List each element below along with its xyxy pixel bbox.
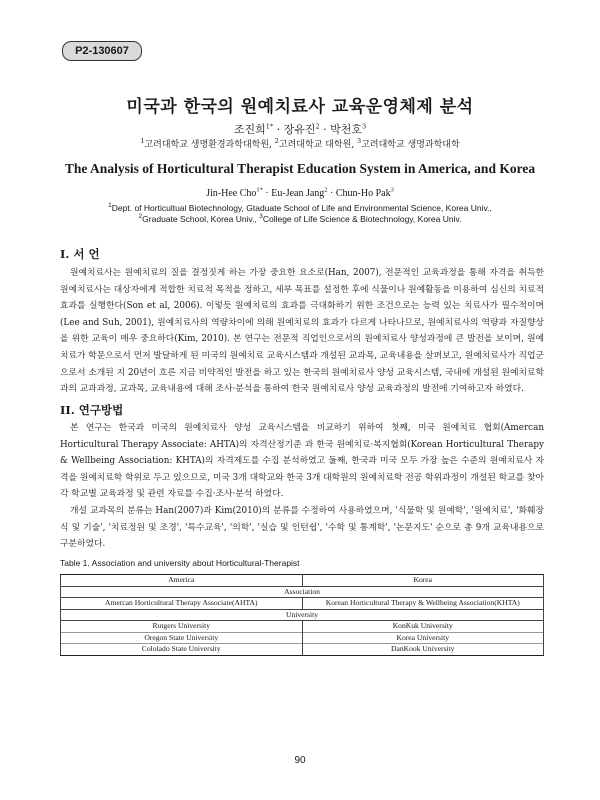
english-title: The Analysis of Horticultural Therapist Education System in America, and Korea xyxy=(64,161,536,176)
column-header-korea: Korea xyxy=(302,575,544,587)
author-sup: 2 xyxy=(324,186,328,194)
affil-text: Graduate School, Korea Univ., xyxy=(142,214,260,224)
table-cell: KonKuk University xyxy=(302,621,544,633)
affil-sup: 2 xyxy=(274,137,279,145)
affil-sup: 3 xyxy=(357,137,362,145)
affil-sup: 3 xyxy=(259,213,263,221)
table-caption: Table 1. Association and university about Horticultural-Therapist xyxy=(60,558,300,568)
affil-text: 고려대학교 대학원, xyxy=(278,140,358,150)
author-separator: · xyxy=(273,123,284,136)
section-1-heading: I. 서 언 xyxy=(60,247,100,261)
section-1-paragraph: 원예치료사는 원예치료의 질을 결정짓게 하는 가장 중요한 요소로(Han, 2007), 전문적인 교육과정을 통해 자격을 취득한 원예치료사는 대상자에게 적합한 치료적 목적을 정하고, 세부 목표를 설정한 후에 식물이나 원예활동을 이용하여 심신의 치료적 효과를 실행한다(Son et al, 2006). 이렇듯 원예치료의 효과를 극대화하기 위한 조건으로는 능력 있는 치료사가 필수적이며(Lee and Suh, 2001), 원예치료사의 역량차이에 의해 원예치료의 효과가 다르게 나타나므로, 원예치료사의 역량과 자질향상을 위한 교육이 매우 중요하다(Kim, 2010). 본 연구는 전문적 직업인으로서의 원예치료사 양성과정에 큰 발전을 보이며, 원예치료가 학문으로서 먼저 발달하게 된 미국의 원예치료 교육시스템과 개설된 교과목, 교육내용을 살펴보고, 원예치료사가 직업군으로서 소개된 지 20년이 흐른 지금 비약적인 발전을 하고 있는 한국의 원예치료사 양성 교육시스템, 국내에 개설된 원예치료학과의 교과과정, 교과목, 교육내용에 대해 조사·분석을 통하여 한국 원예치료사 양성 교육과정의 발전에 기여하고자 하였다. xyxy=(60,268,544,395)
table-section-row xyxy=(61,609,544,621)
table-cell: DanKook University xyxy=(302,644,544,656)
author-name: 장유진 xyxy=(283,123,316,136)
abstract-id-badge: P2-130607 xyxy=(62,41,142,61)
author-sup: 1* xyxy=(265,122,274,131)
korean-authors xyxy=(0,121,600,137)
page-number: 90 xyxy=(294,755,306,766)
author-sup: 2 xyxy=(315,122,320,131)
author-separator: · xyxy=(327,188,336,199)
table-row xyxy=(61,598,544,610)
affil-text: Dept. of Horticultual Biotechnology, Gtaduate School of Life and Environmental Science, Korea Univ., xyxy=(111,203,492,213)
affil-text: College of Life Science & Biotechnology, Korea Univ. xyxy=(262,214,462,224)
affil-sup: 2 xyxy=(138,213,143,221)
author-separator: · xyxy=(319,123,331,136)
author-sup: 3 xyxy=(362,122,367,131)
author-name: Chun-Ho Pak xyxy=(335,188,391,199)
affil-sup: 1 xyxy=(108,202,112,210)
table-cell: Korean Horticultural Therapy & Wellbeing Association(KHTA) xyxy=(302,598,544,610)
author-name: 조진희 xyxy=(233,123,266,136)
table-cell: Oregon State University xyxy=(61,632,303,644)
author-name: Eu-Jean Jang xyxy=(271,188,325,199)
section-label-association: Association xyxy=(61,586,544,598)
table-row xyxy=(61,621,544,633)
english-affiliation-line-2 xyxy=(0,214,600,224)
association-university-table xyxy=(60,574,544,656)
section-2-heading: II. 연구방법 xyxy=(60,403,124,417)
author-name: 박천호 xyxy=(330,123,363,136)
table-cell: Amercan Horticultural Therapy Associate(AHTA) xyxy=(61,598,303,610)
korean-title: 미국과 한국의 원예치료사 교육운영체제 분석 xyxy=(126,97,474,117)
table-cell: Rutgers University xyxy=(61,621,303,633)
author-sup: 1* xyxy=(256,186,263,194)
section-2-paragraph-2: 개설 교과목의 분류는 Han(2007)과 Kim(2010)의 분류를 수정하여 사용하였으며, '식물학 및 원예학', '원예치료', '화훼장식 및 기술', '치료정원 및 조경', '특수교육', '의학', '실습 및 인턴쉽', '수학 및 통계학', '논문지도' 순으로 총 9개 교육내용으로 구분하였다. xyxy=(60,506,544,550)
column-header-america: America xyxy=(61,575,303,587)
english-affiliation-line-1 xyxy=(0,203,600,213)
author-name: Jin-Hee Cho xyxy=(206,188,257,199)
affil-text: 고려대학교 생명환경과학대학원, xyxy=(144,140,275,150)
korean-affiliations xyxy=(0,137,600,150)
table-row xyxy=(61,644,544,656)
affil-text: 고려대학교 생명과학대학 xyxy=(361,140,460,150)
table-cell: Korea University xyxy=(302,632,544,644)
section-label-university: University xyxy=(61,609,544,621)
section-2-paragraph-1: 본 연구는 한국과 미국의 원예치료사 양성 교육시스템을 비교하기 위하여 첫째, 미국 원예치료 협회(Amercan Horticultural Therapy Associate: AHTA)의 자격산정기준 과 한국 원예치료·복지협회(Korean Horticultural Therapy & Wellbeing Association: KHTA)의 자격제도를 수집 분석하였고 둘째, 한국과 미국 모두 가장 높은 수준의 원예치료사 자격을 원예치료학 학위로 두고 있으므로, 미국 3개 대학교와 한국 3개 대학원의 원예치료학 전공 학위과정이 개설된 학교를 찾아 각 학교별 교육과정 및 관련 자료를 수집·조사·분석 하였다. xyxy=(60,423,544,500)
affil-sup: 1 xyxy=(140,137,145,145)
table-header-row xyxy=(61,575,544,587)
author-sup: 3 xyxy=(390,186,394,194)
author-separator: · xyxy=(262,188,272,199)
table-row xyxy=(61,632,544,644)
english-authors xyxy=(0,188,600,199)
table-cell: Cololado State University xyxy=(61,644,303,656)
table-section-row xyxy=(61,586,544,598)
